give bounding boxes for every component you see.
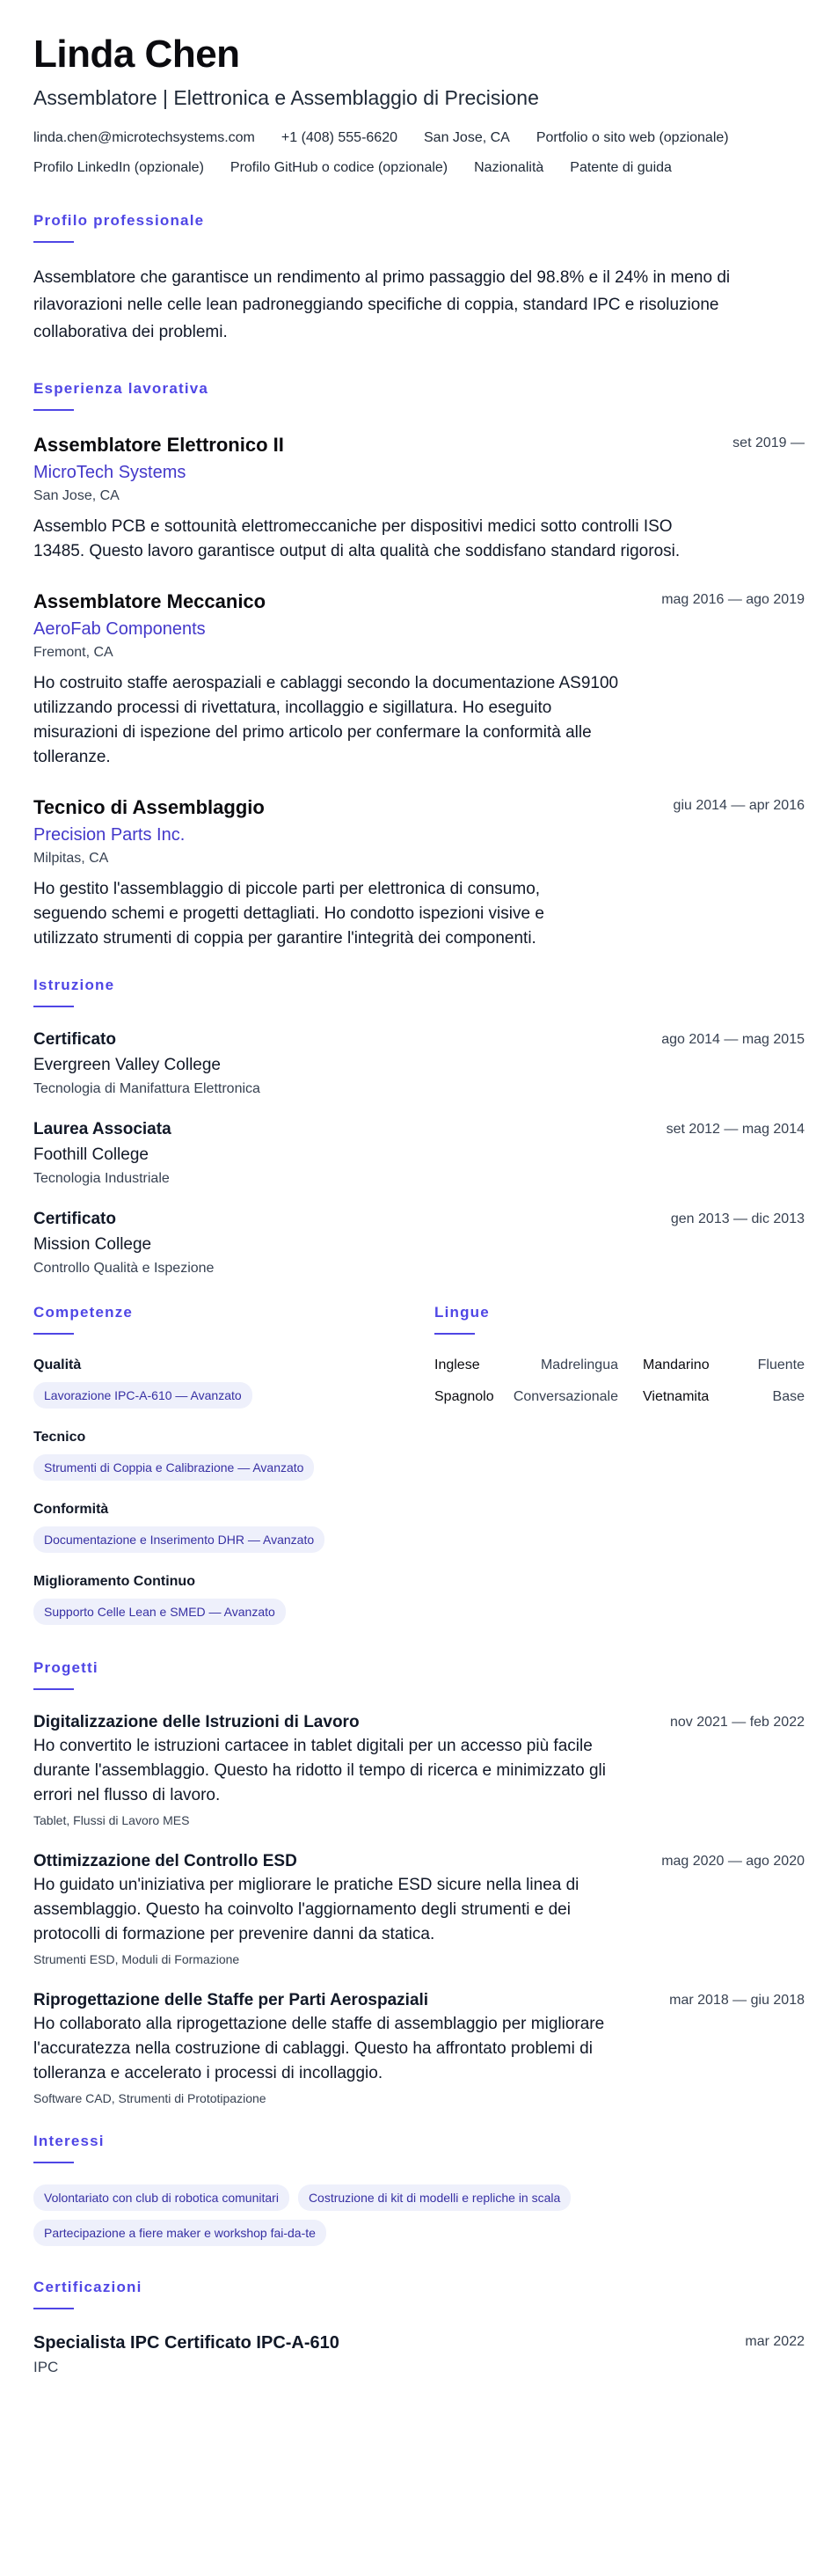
interests-section — [33, 2132, 805, 2246]
language-level: Base — [772, 1389, 805, 1404]
skill-category: Qualità — [33, 1358, 82, 1372]
section-title: Progetti — [33, 1659, 98, 1676]
experience-entry — [33, 794, 805, 951]
interest-list — [33, 2184, 805, 2246]
certification-date: mar 2022 — [745, 2334, 805, 2349]
project-entry — [33, 1989, 805, 2107]
language-row — [434, 1387, 805, 1407]
section-divider — [33, 409, 74, 411]
contact-linkedin[interactable]: Profilo LinkedIn (opzionale) — [33, 160, 204, 175]
contact-github[interactable]: Profilo GitHub o codice (opzionale) — [230, 160, 448, 175]
degree: Certificato — [33, 1210, 116, 1228]
section-divider — [33, 1333, 74, 1335]
skills-section — [33, 1303, 434, 1644]
section-divider — [33, 1006, 74, 1007]
contact-driving-license: Patente di guida — [570, 160, 672, 175]
skill-pill: Lavorazione IPC-A-610 — Avanzato — [33, 1382, 252, 1409]
certification-title: Specialista IPC Certificato IPC-A-610 — [33, 2333, 339, 2353]
job-location: Fremont, CA — [33, 645, 113, 660]
projects-section — [33, 1658, 805, 2107]
project-date: mag 2020 — ago 2020 — [661, 1854, 805, 1869]
candidate-name: Linda Chen — [33, 33, 240, 76]
project-entry — [33, 1850, 805, 1968]
certification-issuer: IPC — [33, 2359, 59, 2375]
section-divider — [33, 1688, 74, 1690]
languages-section — [434, 1303, 805, 1644]
skill-pill: Documentazione e Inserimento DHR — Avanzato — [33, 1526, 324, 1553]
section-divider — [33, 241, 74, 243]
school-name: Evergreen Valley College — [33, 1056, 221, 1074]
education-date: gen 2013 — dic 2013 — [670, 1211, 805, 1226]
education-entry — [33, 1208, 805, 1278]
company-name: Precision Parts Inc. — [33, 825, 186, 845]
language-name: Mandarino — [643, 1358, 710, 1372]
project-tools: Software CAD, Strumenti di Prototipazione — [33, 2091, 266, 2105]
skill-group — [33, 1428, 434, 1481]
language-level: Fluente — [757, 1358, 805, 1372]
skill-pill: Strumenti di Coppia e Calibrazione — Avanzato — [33, 1454, 314, 1481]
job-title: Assemblatore Meccanico — [33, 590, 266, 612]
job-description: Ho gestito l'assemblaggio di piccole parti per elettronica di consumo, seguendo schemi e progetti dettagliati. Ho condotto ispezioni visive e utilizzato strumenti di coppia per garantire l'integrità dei componenti. — [33, 880, 544, 948]
degree: Laurea Associata — [33, 1120, 171, 1138]
skill-category: Miglioramento Continuo — [33, 1574, 195, 1589]
section-divider — [33, 2162, 74, 2163]
skill-group — [33, 1356, 434, 1409]
section-title: Esperienza lavorativa — [33, 380, 209, 397]
experience-entry — [33, 589, 805, 770]
company-name: AeroFab Components — [33, 619, 206, 639]
project-title: Digitalizzazione delle Istruzioni di Lavoro — [33, 1713, 360, 1731]
job-date: mag 2016 — ago 2019 — [661, 592, 805, 607]
section-title: Istruzione — [33, 977, 115, 993]
section-title: Competenze — [33, 1304, 134, 1321]
skill-group — [33, 1500, 434, 1553]
job-title: Tecnico di Assemblaggio — [33, 796, 265, 818]
interest-pill: Costruzione di kit di modelli e repliche in scala — [298, 2184, 571, 2211]
language-name: Vietnamita — [643, 1389, 710, 1404]
interest-pill: Partecipazione a fiere maker e workshop fai-da-te — [33, 2220, 326, 2246]
job-location: San Jose, CA — [33, 488, 120, 503]
summary-text: Assemblatore che garantisce un rendimento al primo passaggio del 98.8% e il 24% in meno di rilavorazioni nelle celle lean padroneggiando specifiche di coppia, standard IPC e risoluzione collaborativa dei problemi. — [33, 268, 731, 341]
project-date: mar 2018 — giu 2018 — [669, 1993, 805, 2008]
section-title: Profilo professionale — [33, 212, 205, 229]
job-date: giu 2014 — apr 2016 — [673, 798, 805, 813]
project-description: Ho guidato un'iniziativa per migliorare le pratiche ESD sicure nella linea di assemblaggio. Questo ha coinvolto l'aggiornamento degli strumenti e dei protocolli di formazione per prevenire danni da statica. — [33, 1876, 579, 1943]
interest-pill: Volontariato con club di robotica comunitari — [33, 2184, 289, 2211]
project-date: nov 2021 — feb 2022 — [669, 1715, 805, 1730]
language-name: Spagnolo — [434, 1389, 494, 1404]
school-name: Foothill College — [33, 1145, 149, 1164]
resume-header — [33, 32, 805, 178]
section-divider — [33, 2308, 74, 2309]
field-of-study: Tecnologia Industriale — [33, 1171, 170, 1186]
project-tools: Tablet, Flussi di Lavoro MES — [33, 1813, 190, 1827]
candidate-headline: Assemblatore | Elettronica e Assemblaggio di Precisione — [33, 86, 539, 109]
section-title: Lingue — [434, 1304, 490, 1321]
job-description: Ho costruito staffe aerospaziali e cablaggi secondo la documentazione AS9100 utilizzando processi di rivettatura, incollaggio e sigillatura. Ho eseguito misurazioni di ispezione del primo articolo per confermare la conformità alle tolleranze. — [33, 674, 619, 766]
project-description: Ho collaborato alla riprogettazione delle staffe di assemblaggio per migliorare l'accuratezza nella costruzione di cablaggi. Questo ha affrontato problemi di tolleranza e accelerato i processi di incollaggio. — [33, 2015, 605, 2082]
skill-category: Conformità — [33, 1502, 109, 1517]
contact-portfolio[interactable]: Portfolio o sito web (opzionale) — [536, 130, 729, 145]
experience-entry — [33, 432, 805, 564]
project-tools: Strumenti ESD, Moduli di Formazione — [33, 1952, 240, 1966]
language-level: Madrelingua — [540, 1358, 618, 1372]
degree: Certificato — [33, 1030, 116, 1049]
contact-nationality: Nazionalità — [474, 160, 544, 175]
job-description: Assemblo PCB e sottounità elettromeccaniche per dispositivi medici sotto controlli ISO 13485. Questo lavoro garantisce output di alta qualità che soddisfano standard rigorosi. — [33, 517, 681, 560]
contact-location: San Jose, CA — [424, 130, 510, 145]
contact-phone[interactable]: +1 (408) 555-6620 — [281, 130, 397, 145]
skills-languages-row — [33, 1303, 805, 1644]
skill-category: Tecnico — [33, 1430, 86, 1445]
skill-pill: Supporto Celle Lean e SMED — Avanzato — [33, 1599, 286, 1625]
contact-list — [33, 128, 805, 178]
field-of-study: Controllo Qualità e Ispezione — [33, 1261, 215, 1276]
company-name: MicroTech Systems — [33, 463, 186, 482]
experience-section — [33, 379, 805, 951]
contact-email[interactable]: linda.chen@microtechsystems.com — [33, 130, 255, 145]
job-date: set 2019 — — [732, 435, 805, 450]
education-date: ago 2014 — mag 2015 — [661, 1032, 805, 1047]
language-level: Conversazionale — [513, 1389, 618, 1404]
school-name: Mission College — [33, 1235, 152, 1254]
project-title: Riprogettazione delle Staffe per Parti Aerospaziali — [33, 1991, 429, 2009]
summary-section — [33, 211, 805, 346]
job-location: Milpitas, CA — [33, 851, 109, 866]
education-section — [33, 976, 805, 1278]
section-title: Certificazioni — [33, 2279, 142, 2295]
job-title: Assemblatore Elettronico II — [33, 434, 284, 456]
education-entry — [33, 1118, 805, 1189]
section-divider — [434, 1333, 475, 1335]
project-entry — [33, 1711, 805, 1829]
section-title: Interessi — [33, 2133, 105, 2149]
field-of-study: Tecnologia di Manifattura Elettronica — [33, 1081, 260, 1096]
certifications-section — [33, 2278, 805, 2378]
language-name: Inglese — [434, 1358, 480, 1372]
project-description: Ho convertito le istruzioni cartacee in tablet digitali per un accesso più facile durante l'assemblaggio. Questo ha ridotto il tempo di ricerca e minimizzato gli errori nel flusso di lavoro. — [33, 1737, 606, 1804]
project-title: Ottimizzazione del Controllo ESD — [33, 1852, 297, 1870]
certification-entry — [33, 2331, 805, 2355]
education-entry — [33, 1028, 805, 1099]
education-date: set 2012 — mag 2014 — [666, 1122, 805, 1137]
skill-group — [33, 1572, 434, 1625]
language-row — [434, 1356, 805, 1375]
